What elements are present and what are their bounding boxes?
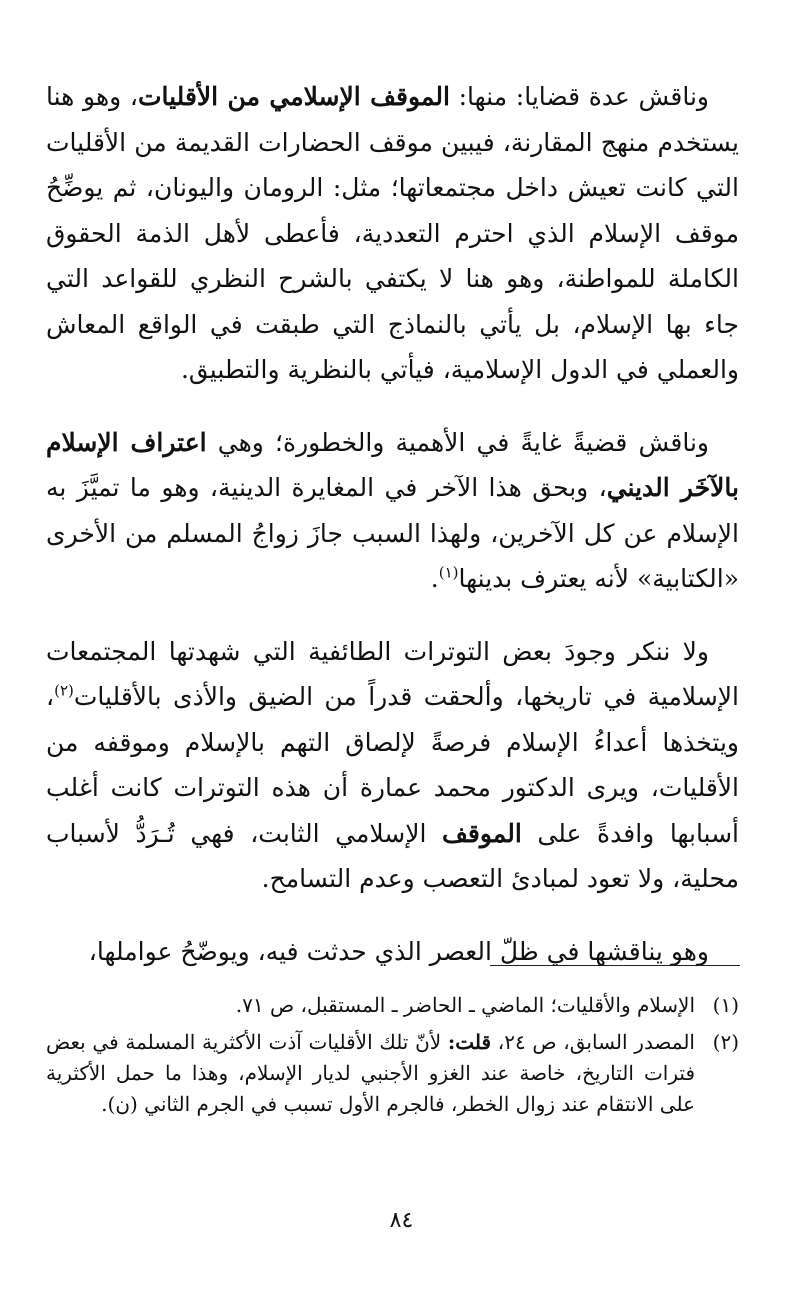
footnote-marker[interactable]: (٢) (54, 681, 74, 700)
paragraph-text: ، وهو هنا يستخدم منهج المقارنة، فيبين موقف الحضارات القديمة من الأقليات التي كانت تعيش داخل مجتمعاتها؛ مثل: الرومان واليونان، ثم يوضِّحُ موقف الإسلام الذي احترم التعددية، فأعطى لأهل الذمة الحقوق الكاملة للمواطنة، وهو هنا لا يكتفي بالشرح النظري للقواعد التي جاء بها الإسلام، بل يأتي بالنماذج التي طبقت في الواقع المعاش والعملي في الدول الإسلامية، فيأتي بالنظرية والتطبيق. (46, 82, 739, 384)
footnote-divider (490, 965, 740, 966)
paragraph-text: ، ويتخذها أعداءُ الإسلام فرصةً لإلصاق التهم بالإسلام وموقفه من الأقليات، ويرى الدكتور محمد عمارة أن هذه التوترات كانت أغلب أسبابها وافدةً على (46, 682, 739, 848)
page-number: ٨٤ (389, 1208, 414, 1233)
footnote-text (46, 1027, 695, 1120)
footnotes (46, 990, 739, 1126)
paragraph-text: ، وبحق هذا الآخر في المغايرة الدينية، وهو ما تميَّزَ به الإسلام عن كل الآخرين، ولهذا السبب جازَ زواجُ المسلم من الأخرى «الكتابية» لأنه يعترف بدينها (46, 473, 739, 593)
paragraph-text: وناقش عدة قضايا: منها: (449, 82, 710, 111)
footnote-text-part: الإسلام والأقليات؛ الماضي ـ الحاضر ـ المستقبل، ص ٧١. (235, 993, 695, 1017)
paragraph-text: ولا ننكر وجودَ بعض التوترات الطائفية التي شهدتها المجتمعات الإسلامية في تاريخها، وألحقت قدراً من الضيق والأذى بالأقليات (46, 636, 739, 711)
paragraph-text: وهو يناقشها في ظلّ العصر الذي حدثت فيه، ويوضّحُ عواملها، (88, 936, 709, 966)
paragraph-text: الإسلامي الثابت، فهي تُـرَدُّ لأسباب محلية، ولا تعود لمبادئ التعصب وعدم التسامح. (46, 818, 739, 893)
paragraph-1 (46, 74, 739, 393)
paragraph-text: وناقش قضيةً غايةً في الأهمية والخطورة؛ وهي (206, 427, 709, 457)
footnote-text-part: لأنّ تلك الأقليات آذت الأكثرية المسلمة في بعض فترات التاريخ، خاصة عند الغزو الأجنبي لديار الإسلام، وهذا ما حمل الأكثرية على الانتقام عند زوال الخطر، فالجرم الأول تسبب في الجرم الثاني (ن). (46, 1030, 695, 1116)
footnote-text (46, 990, 695, 1021)
paragraph-2 (46, 420, 739, 602)
footnote-2 (46, 1027, 739, 1120)
bold-heading-phrase: الموقف (442, 818, 522, 848)
paragraph-text: . (430, 564, 439, 593)
footnote-marker[interactable]: (١) (438, 563, 459, 582)
main-text (46, 74, 739, 974)
footnote-number: (٢) (712, 1030, 739, 1054)
footnote-number: (١) (712, 993, 739, 1017)
paragraph-4 (46, 929, 739, 975)
footnote-text-part: المصدر السابق، ص ٢٤، (491, 1030, 695, 1054)
footnote-bold-label: قلت: (447, 1030, 492, 1054)
paragraph-3 (46, 629, 739, 902)
footnote-1 (46, 990, 739, 1021)
bold-heading-phrase: اعتراف الإسلام بالآخَر الديني (46, 427, 739, 502)
bold-heading-phrase: الموقف الإسلامي من الأقليات (137, 82, 450, 111)
